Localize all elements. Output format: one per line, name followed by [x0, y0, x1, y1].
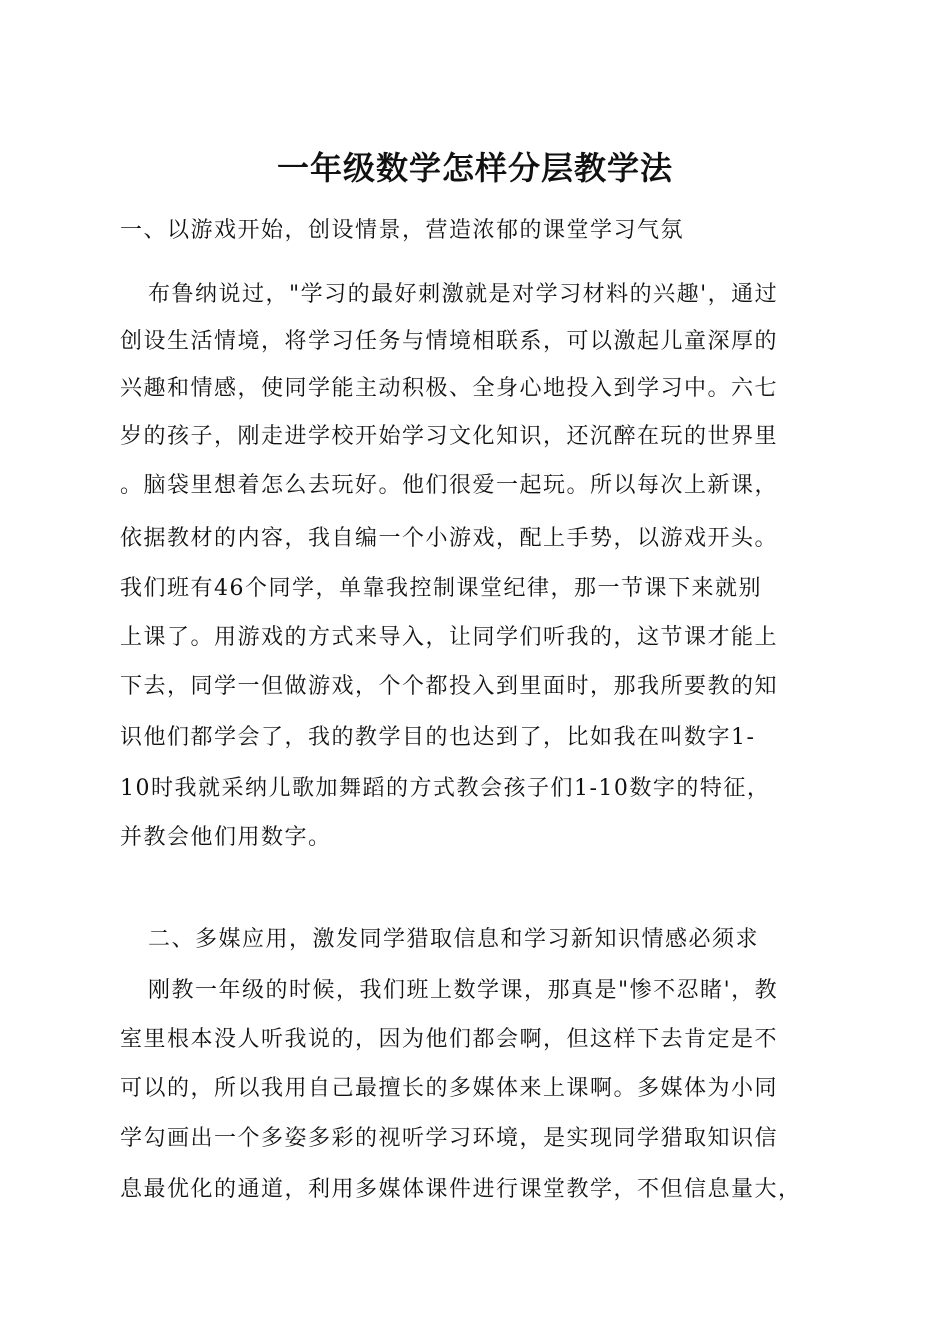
paragraph-line: 10时我就采纳儿歌加舞蹈的方式教会孩子们1-10数字的特征， [120, 776, 771, 801]
document-title: 一年级数学怎样分层教学法 [276, 149, 673, 187]
paragraph-line: 。脑袋里想着怎么去玩好。他们很爱一起玩。所以每次上新课， [120, 473, 779, 498]
paragraph-line: 岁的孩子，刚走进学校开始学习文化知识，还沉醉在玩的世界里 [120, 424, 779, 449]
paragraph-line: 刚教一年级的时候，我们班上数学课，那真是"惨不忍睹'，教 [148, 978, 779, 1003]
paragraph-line: 我们班有46个同学，单靠我控制课堂纪律，那一节课下来就别 [120, 576, 762, 601]
section-heading-1: 一、以游戏开始，创设情景，营造浓郁的课堂学习气氛 [120, 218, 685, 243]
paragraph-line: 学勾画出一个多姿多彩的视听学习环境，是实现同学猎取知识信 [120, 1126, 779, 1151]
paragraph-line: 息最优化的通道，利用多媒体课件进行课堂教学，不但信息量大， [120, 1177, 802, 1202]
paragraph-line: 识他们都学会了，我的教学目的也达到了，比如我在叫数字1- [120, 725, 756, 750]
paragraph-line: 依据教材的内容，我自编一个小游戏，配上手势，以游戏开头。 [120, 526, 779, 551]
paragraph-line: 上课了。用游戏的方式来导入，让同学们听我的，这节课才能上 [120, 625, 779, 650]
paragraph-line: 创设生活情境，将学习任务与情境相联系，可以激起儿童深厚的 [120, 329, 779, 354]
paragraph-line: 兴趣和情感，使同学能主动积极、全身心地投入到学习中。六七 [120, 376, 779, 401]
paragraph-line: 并教会他们用数字。 [120, 825, 332, 850]
paragraph-line: 室里根本没人听我说的，因为他们都会啊，但这样下去肯定是不 [120, 1027, 779, 1052]
paragraph-line: 可以的，所以我用自己最擅长的多媒体来上课啊。多媒体为小同 [120, 1076, 779, 1101]
section-heading-2: 二、多媒应用，激发同学猎取信息和学习新知识情感必须求 [148, 927, 760, 952]
paragraph-line: 下去，同学一但做游戏，个个都投入到里面时，那我所要教的知 [120, 674, 779, 699]
paragraph-line: 布鲁纳说过，"学习的最好刺激就是对学习材料的兴趣'，通过 [148, 282, 779, 307]
